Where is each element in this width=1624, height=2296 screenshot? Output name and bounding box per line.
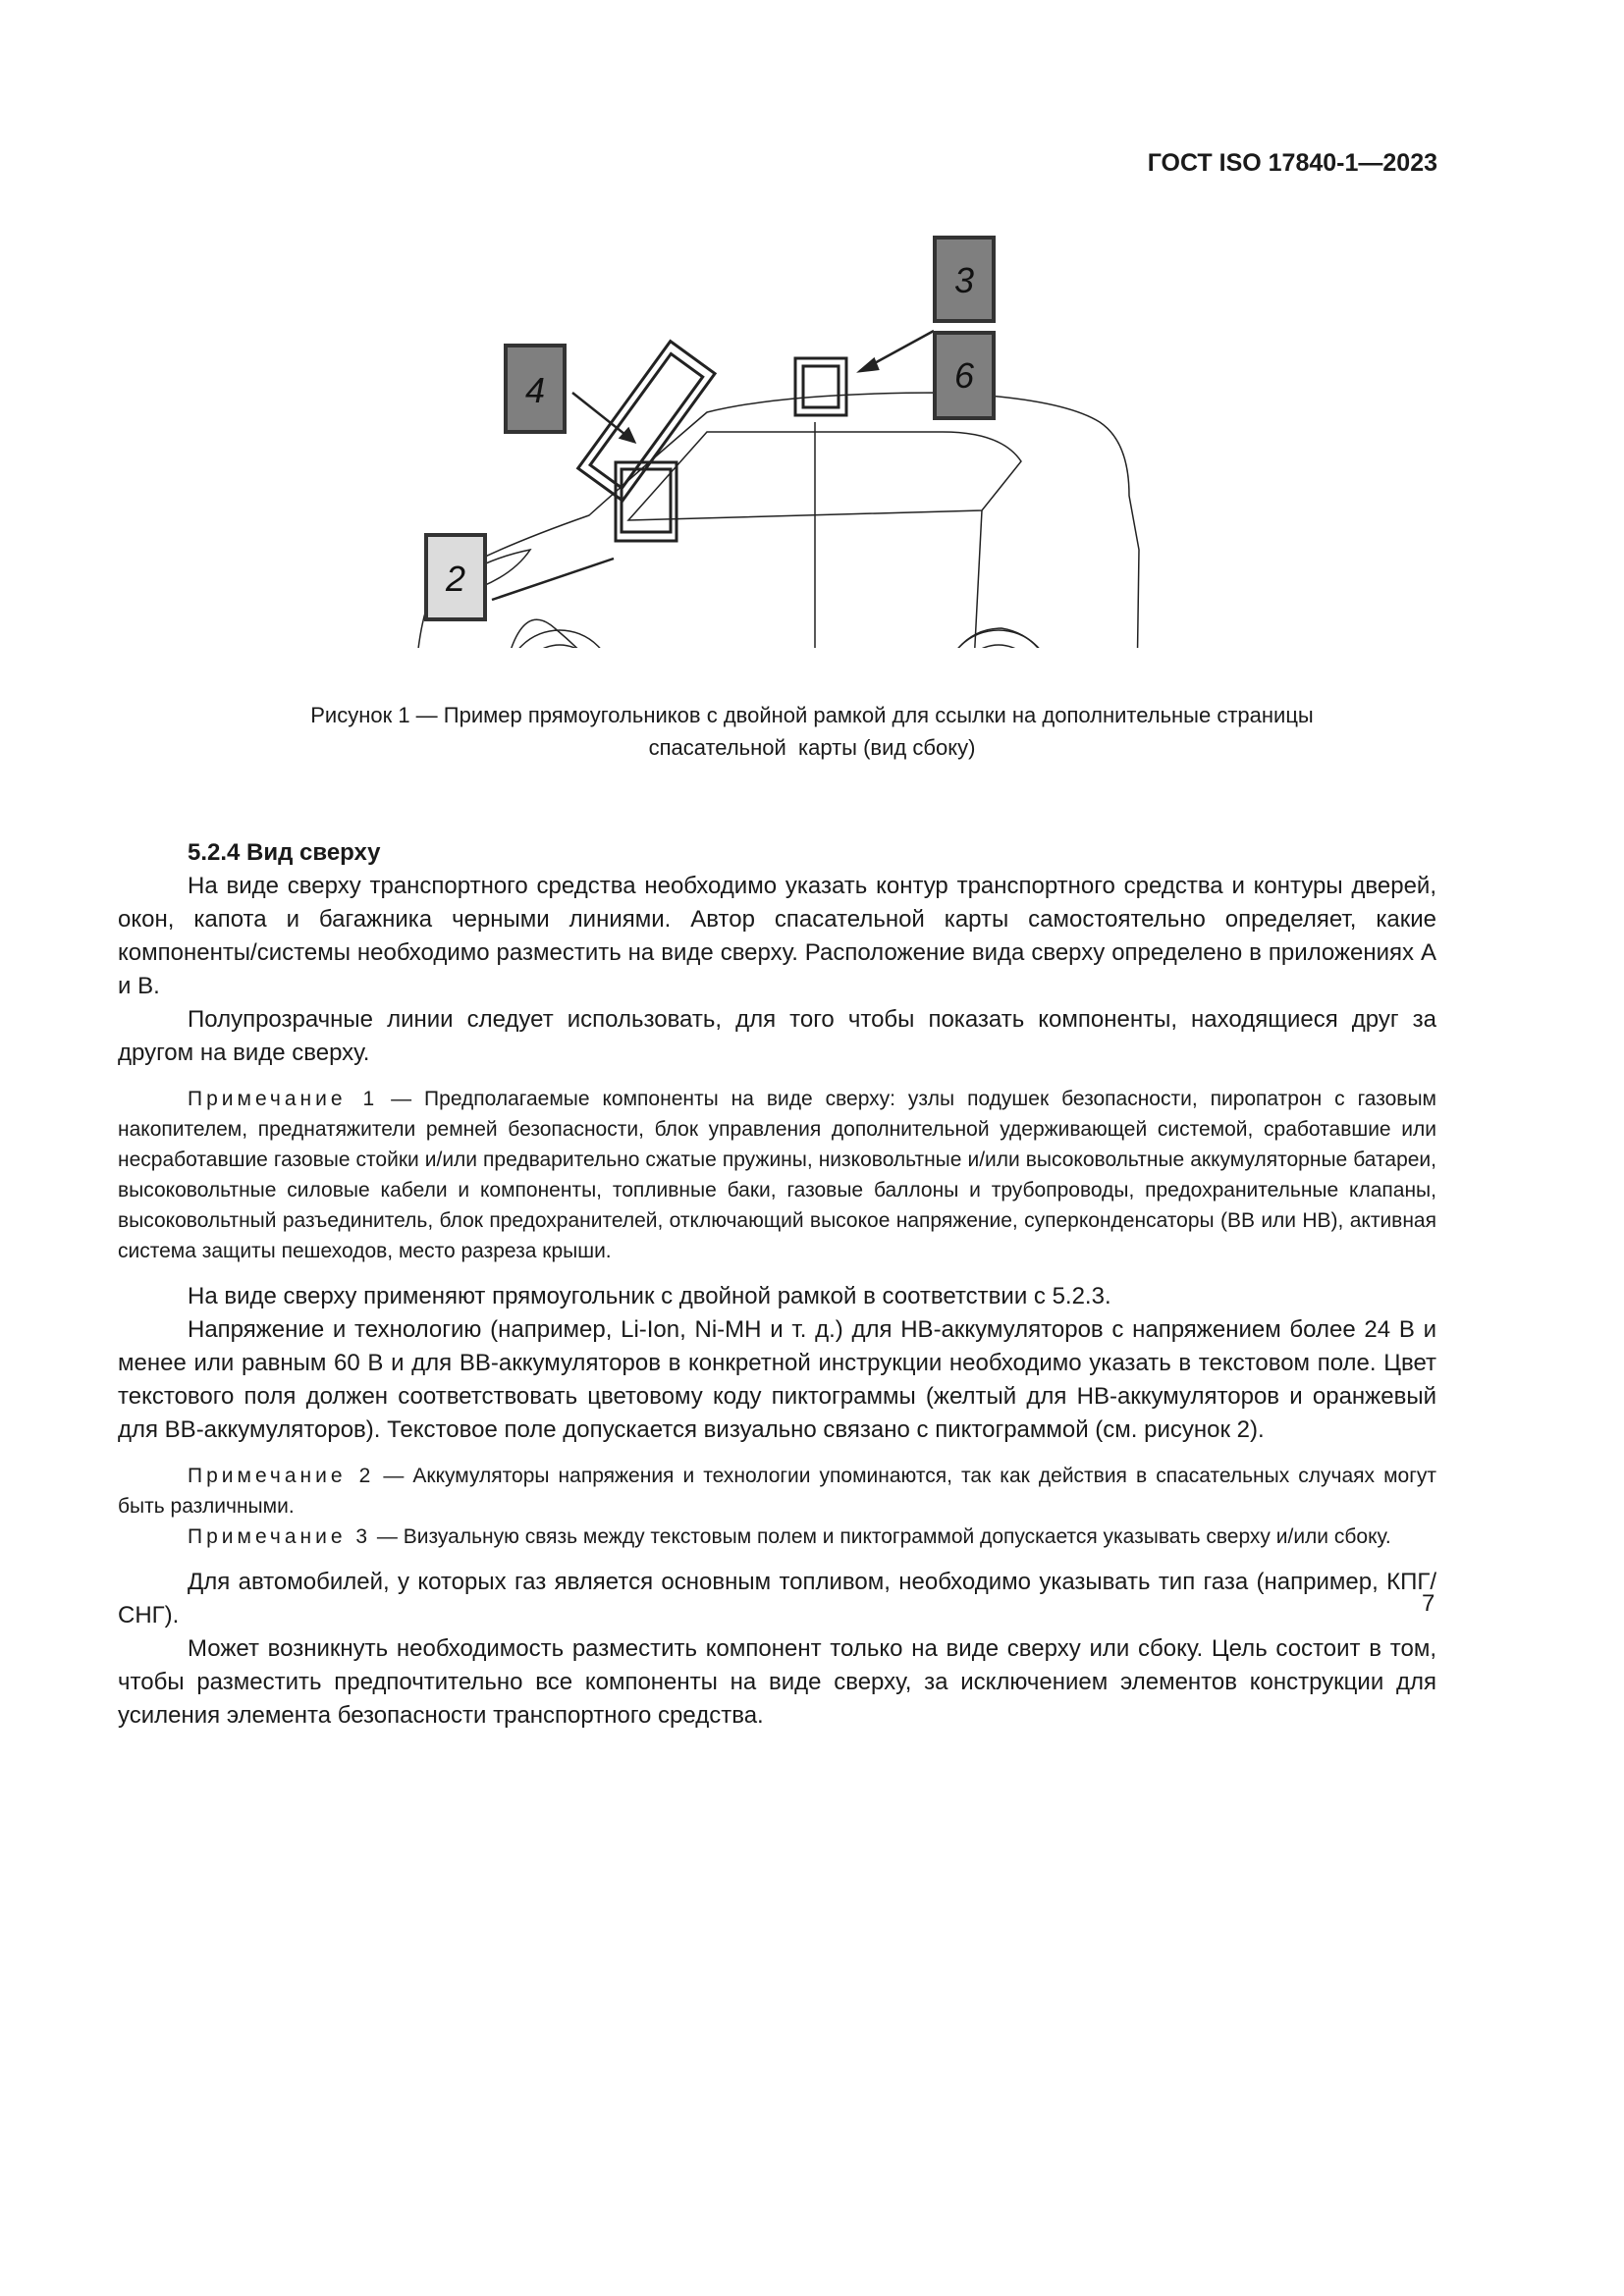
note-2 [118,1461,1436,1522]
note-3 [118,1522,1436,1552]
section-body [118,836,1436,1733]
paragraph: Может возникнуть необходимость разместить компонент только на виде сверху или сбоку. Цель состоит в том, чтобы разместить предпочтительно все компоненты на виде сверху, за исключением элементов конструкции для усиления элемента безопасности транспортного средства. [118,1635,1436,1729]
paragraph: На виде сверху транспортного средства необходимо указать контур транспортного средства и контуры дверей, окон, капота и багажника черными линиями. Автор спасательной карты самостоятельно определяет, какие компоненты/системы необходимо разместить на виде сверху. Расположение вида сверху определено в приложениях А и В. [118,873,1436,999]
note-text: — Аккумуляторы напряжения и технологии упоминаются, так как действия в спасательных случаях могут быть различными. [118,1465,1436,1518]
figure-car-side-view [393,226,1178,648]
callout-box-3 [935,238,994,321]
page-number: 7 [1422,1590,1435,1617]
paragraph: Для автомобилей, у которых газ является основным топливом, необходимо указывать тип газа (например, КПГ/СНГ). [118,1569,1436,1629]
svg-text:6: 6 [953,355,975,396]
note-1 [118,1084,1436,1266]
double-frame-rectangles [578,342,846,541]
caption-line-2: спасательной карты (вид сбоку) [648,735,976,760]
callout-box-4 [506,346,565,432]
svg-text:2: 2 [445,559,466,599]
callout-box-2 [426,535,485,619]
document-header: ГОСТ ISO 17840-1—2023 [1147,149,1437,177]
note-text: — Предполагаемые компоненты на виде сверху: узлы подушек безопасности, пиропатрон с газовым накопителем, преднатяжители ремней безопасности, блок управления дополнительной удерживающей системой, сработавшие или несработавшие газовые стойки и/или предварительно сжатые пружины, низковольтные и/или высоковольтные аккумуляторные батареи, высоковольтные силовые кабели и компоненты, топливные баки, газовые баллоны и трубопроводы, предохранительные клапаны, высоковольтный разъединитель, блок предохранителей, отключающий высокое напряжение, суперконденсаторы (ВВ или НВ), активная система защиты пешеходов, место разреза крыши. [118,1088,1436,1262]
note-label: Примечание 3 [188,1525,372,1548]
note-label: Примечание 2 [188,1465,375,1487]
caption-line-1: Рисунок 1 — Пример прямоугольников с двойной рамкой для ссылки на дополнительные страницы [310,703,1314,727]
callout-box-6 [935,333,994,418]
paragraph: На виде сверху применяют прямоугольник с двойной рамкой в соответствии с 5.2.3. [188,1283,1111,1309]
section-heading: 5.2.4 Вид сверху [188,839,381,866]
svg-text:4: 4 [524,370,546,410]
note-text: — Визуальную связь между текстовым полем и пиктограммой допускается указывать сверху и/или сбоку. [371,1525,1391,1548]
note-label: Примечание 1 [188,1088,379,1110]
svg-text:3: 3 [953,260,975,300]
paragraph: Полупрозрачные линии следует использовать, для того чтобы показать компоненты, находящиеся друг за другом на виде сверху. [118,1006,1436,1066]
paragraph: Напряжение и технологию (например, Li-Ion, Ni-MH и т. д.) для НВ-аккумуляторов с напряжением более 24 В и менее или равным 60 В и для ВВ-аккумуляторов в конкретной инструкции необходимо указать в текстовом поле. Цвет текстового поля должен соответствовать цветовому коду пиктограммы (желтый для НВ-аккумуляторов и оранжевый для ВВ-аккумуляторов). Текстовое поле допускается визуально связано с пиктограммой (см. рисунок 2). [118,1316,1436,1443]
figure-caption [147,699,1477,764]
